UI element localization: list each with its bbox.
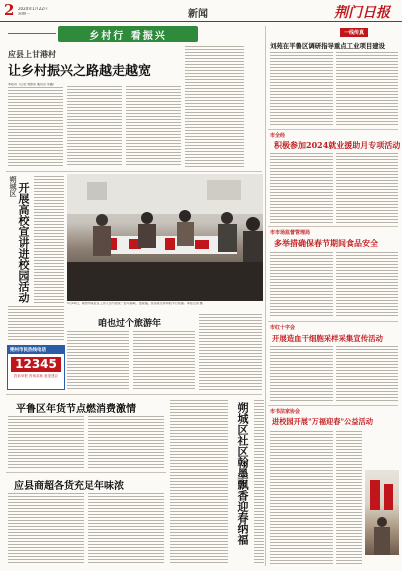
travel-text-col-1: [67, 331, 129, 391]
hotline-note: 投诉举报 咨询求助 意见建议: [13, 374, 59, 378]
right-section-4: 市红十字会: [270, 325, 296, 331]
right-text-2b: [336, 153, 398, 223]
lead-text-col-3: [126, 86, 181, 167]
right-text-1b: [336, 52, 398, 126]
travel-title: 咱也过个旅游年: [98, 319, 162, 329]
bottom-vertical-headline: 朔城区社区翰墨飘香迎春纳福: [236, 402, 249, 545]
calligraphy-photo-scene: [365, 470, 399, 555]
right-headline-4: 开展造血干细胞采样采集宣传活动: [272, 334, 383, 343]
column-banner-title: 乡村行 看振兴: [89, 30, 167, 42]
date-line: 2024年1月22日: [18, 7, 48, 11]
banner-ornament-left: [8, 33, 56, 34]
right-headline-1: 刘苑在平鲁区调研指导重点工业项目建设: [270, 42, 386, 50]
right-text-4b: [336, 346, 398, 402]
right-tag: 一线传真: [340, 28, 368, 37]
divider: [268, 405, 398, 406]
main-photo-scene: [67, 174, 263, 301]
bottom-text-1b: [88, 416, 164, 468]
right-text-5b: [336, 431, 362, 565]
vertical-divider: [265, 26, 266, 566]
right-section-2: 市全经: [270, 133, 286, 139]
right-headline-5: 进校园开展"万福迎春"公益活动: [272, 417, 373, 426]
right-headline-2: 积极参加2024就业援助月专项活动: [274, 140, 401, 150]
lead-text-col-4: [185, 46, 244, 167]
lead-kicker: 应县上甘港村: [8, 49, 56, 59]
hotline-ad: [7, 345, 65, 390]
hotline-number: 12345: [11, 357, 61, 372]
left-column-text: [34, 176, 64, 304]
right-section-5: 市书法家协会: [270, 409, 301, 415]
main-photo: [67, 174, 263, 301]
bottom-text-2b: [88, 493, 164, 565]
weekday: 星期一: [18, 12, 30, 16]
bottom-text-1a: [8, 416, 84, 468]
right-text-4a: [270, 346, 333, 402]
right-section-3: 市市场监督管理局: [270, 230, 311, 236]
lead-text-col-2: [67, 86, 122, 167]
divider: [6, 394, 262, 395]
right-headline-3: 多举措确保春节期间食品安全: [274, 238, 378, 248]
divider: [268, 321, 398, 322]
right-text-5a: [270, 431, 333, 565]
column-banner: [58, 26, 198, 42]
hotline-label: 朔州市民热线电话: [8, 346, 64, 354]
divider: [6, 472, 166, 473]
newspaper-logo: 荆门日报: [334, 5, 390, 21]
left-side-label: 朔城区: [9, 176, 18, 197]
masthead: [0, 0, 402, 22]
divider: [6, 171, 262, 172]
left-column-headline: 开展高校宣讲进校园活动: [17, 182, 30, 303]
lead-headline: 让乡村振兴之路越走越宽: [8, 64, 152, 79]
bottom-text-3: [170, 400, 228, 565]
divider: [268, 226, 398, 227]
right-text-2a: [270, 153, 333, 223]
photo-caption: 1月20日，朔州市某社区工作人员与居民一起写春联、送祝福，营造喜庆祥和的节日氛围。本报记者 摄: [67, 302, 203, 305]
travel-text-col-3: [199, 314, 262, 391]
travel-text-col-2: [133, 331, 195, 391]
bottom-text-2a: [8, 493, 84, 565]
right-text-3a: [270, 252, 333, 318]
left-column-text-lower: [8, 306, 64, 342]
bottom-headline-1: 平鲁区年货节点燃消费激情: [16, 404, 136, 415]
right-text-1a: [270, 52, 333, 126]
divider: [268, 129, 398, 130]
calligraphy-photo: [365, 470, 399, 555]
bottom-text-4: [254, 400, 264, 565]
bottom-headline-2: 应县商超各货充足年味浓: [14, 481, 124, 492]
page-number: 2: [4, 1, 15, 19]
section-title: 新闻: [188, 9, 208, 20]
lead-byline: 本报讯（记者 刘德荣 通讯员 李鑫）: [8, 83, 56, 86]
right-text-3b: [336, 252, 398, 318]
lead-text-col-1: [8, 87, 63, 167]
